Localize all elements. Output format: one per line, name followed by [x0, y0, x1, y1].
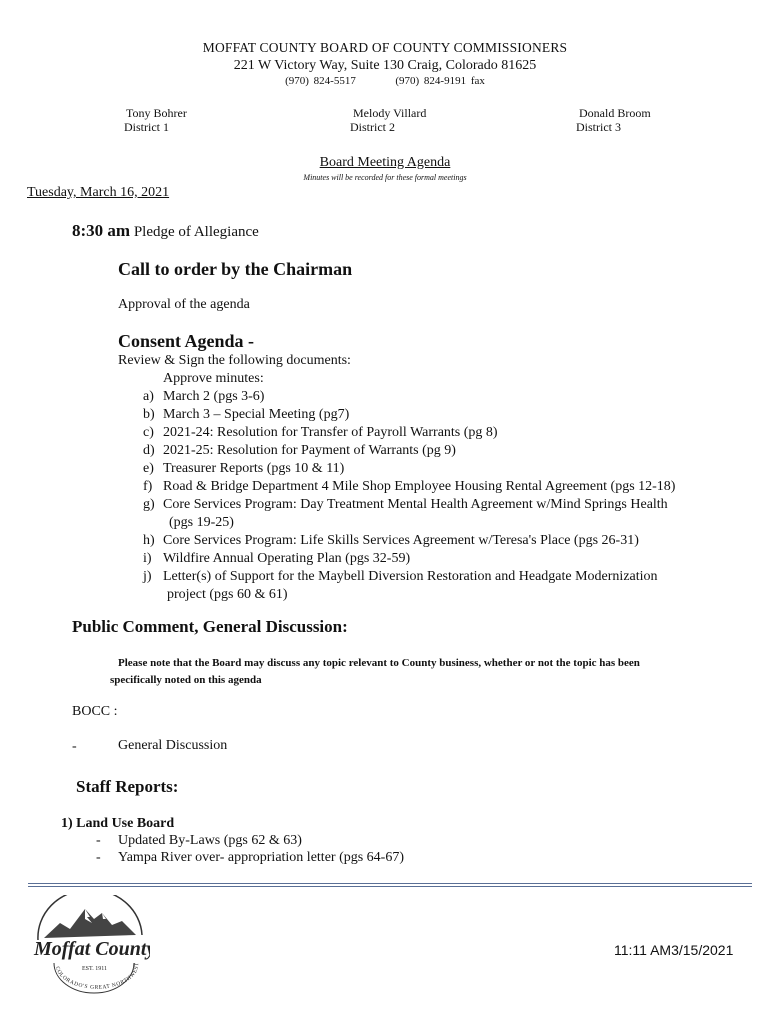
list-text: Treasurer Reports (pgs 10 & 11) [163, 461, 345, 476]
land-use-item [96, 850, 404, 866]
print-timestamp: 11:11 AM3/15/2021 [614, 942, 734, 958]
county-board-title: MOFFAT COUNTY BOARD OF COUNTY COMMISSIONERS [202, 40, 568, 55]
list-item-continuation: project (pgs 60 & 61) [167, 587, 288, 602]
commissioner-district: District 3 [576, 120, 621, 134]
list-label: c) [143, 425, 154, 440]
list-label: j) [143, 569, 152, 584]
moffat-county-logo [30, 895, 150, 995]
list-text: 2021-25: Resolution for Payment of Warrants (pg 9) [163, 443, 456, 458]
agenda-title: Board Meeting Agenda [319, 155, 451, 170]
commissioner-name: Donald Broom [579, 106, 651, 120]
land-use-board: 1) Land Use Board [61, 816, 175, 831]
logo-text: Moffat County [34, 938, 150, 960]
list-text: Core Services Program: Day Treatment Mental Health Agreement w/Mind Springs Health [163, 497, 668, 512]
list-label: i) [143, 551, 152, 566]
list-label: d) [143, 443, 155, 458]
pledge-line [72, 221, 259, 241]
list-item [143, 460, 675, 478]
public-comment-note [110, 655, 750, 689]
agenda-subtitle: Minutes will be recorded for these formal meetings [303, 173, 467, 182]
bullet-dash: - [72, 739, 77, 754]
address-line: 221 W Victory Way, Suite 130 Craig, Colorado 81625 [233, 58, 537, 73]
list-label: f) [143, 479, 153, 494]
list-item [143, 532, 675, 550]
staff-reports-heading: Staff Reports: [76, 777, 179, 796]
approval-of-agenda: Approval of the agenda [118, 297, 250, 312]
list-item-continuation: (pgs 19-25) [169, 515, 234, 530]
consent-list [143, 388, 675, 604]
meeting-time: 8:30 am [72, 221, 131, 240]
list-label: a) [143, 389, 154, 404]
fax-number: (970) 824-9191 fax [395, 75, 485, 87]
consent-agenda-heading: Consent Agenda - [118, 331, 255, 351]
list-item [143, 388, 675, 406]
list-item [143, 550, 675, 568]
commissioner-district: District 2 [350, 120, 395, 134]
list-item [143, 442, 675, 460]
phone-line [0, 75, 770, 87]
list-text: March 2 (pgs 3-6) [163, 389, 265, 404]
logo-ring-path: COLORADO'S GREAT NORTHWEST [53, 962, 141, 991]
bullet-dash: - [96, 850, 101, 865]
land-use-item [96, 833, 302, 849]
logo-est: EST. 1911 [82, 966, 107, 972]
list-text: Core Services Program: Life Skills Services Agreement w/Teresa's Place (pgs 26-31) [163, 533, 639, 548]
list-item [143, 406, 675, 424]
note-line-1: Please note that the Board may discuss any topic relevant to County business, whether or not the topic has been [118, 657, 640, 669]
approve-minutes: Approve minutes: [163, 371, 264, 386]
footer-divider [28, 886, 752, 887]
list-text: Updated By-Laws (pgs 62 & 63) [118, 833, 302, 848]
commissioner-name: Melody Villard [353, 106, 427, 120]
list-item [143, 568, 675, 586]
list-text: Letter(s) of Support for the Maybell Diversion Restoration and Headgate Modernization [163, 569, 658, 584]
list-text: Wildfire Annual Operating Plan (pgs 32-59) [163, 551, 411, 566]
list-text: March 3 – Special Meeting (pg7) [163, 407, 350, 422]
commissioner-district: District 1 [124, 120, 169, 134]
commissioner-3 [576, 106, 651, 134]
list-label: h) [143, 533, 155, 548]
list-text: Road & Bridge Department 4 Mile Shop Employee Housing Rental Agreement (pgs 12-18) [163, 479, 676, 494]
call-to-order-heading: Call to order by the Chairman [118, 259, 353, 279]
logo-graphic [30, 895, 150, 995]
commissioner-2 [350, 106, 426, 134]
list-text: Yampa River over- appropriation letter (pgs 64-67) [118, 850, 405, 865]
list-text: 2021-24: Resolution for Transfer of Payroll Warrants (pg 8) [163, 425, 498, 440]
consent-intro: Review & Sign the following documents: [118, 353, 351, 368]
list-item [143, 496, 675, 514]
pledge-text: Pledge of Allegiance [133, 224, 259, 240]
commissioner-1 [124, 106, 187, 134]
footer-divider [28, 883, 752, 884]
list-item [143, 478, 675, 496]
public-comment-heading: Public Comment, General Discussion: [72, 617, 348, 636]
phone-number: (970) 824-5517 [285, 75, 356, 87]
list-item [143, 424, 675, 442]
list-label: g) [143, 497, 155, 512]
note-line-2: specifically noted on this agenda [110, 674, 262, 686]
list-label: b) [143, 407, 155, 422]
general-discussion: General Discussion [118, 738, 228, 753]
bocc-label: BOCC : [72, 704, 118, 719]
list-label: e) [143, 461, 154, 476]
commissioner-name: Tony Bohrer [126, 106, 187, 120]
meeting-date: Tuesday, March 16, 2021 [27, 185, 170, 200]
bullet-dash: - [96, 833, 101, 848]
